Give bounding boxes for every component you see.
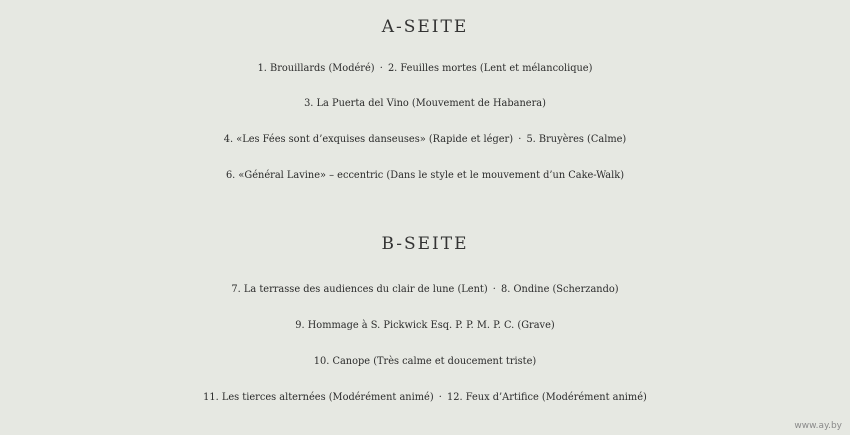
- track-title: 10. Canope (Très calme et doucement triste): [313, 356, 537, 367]
- track-title: 8. Ondine (Scherzando): [501, 284, 619, 295]
- track-title: 11. Les tierces alternées (Modérément animé): [203, 392, 434, 403]
- track-title: 1. Brouillards (Modéré): [257, 63, 375, 74]
- track-line-a2: [0, 98, 850, 109]
- track-line-a4: [0, 170, 850, 181]
- track-line-b1: [0, 284, 850, 295]
- track-line-a3: [0, 134, 850, 145]
- track-title: 2. Feuilles mortes (Lent et mélancolique): [387, 63, 593, 74]
- separator-dot: ·: [518, 134, 522, 145]
- separator-dot: ·: [492, 284, 496, 295]
- track-line-b4: [0, 392, 850, 403]
- side-b-heading: B-SEITE: [381, 234, 469, 254]
- track-title: 4. «Les Fées sont d’exquises danseuses» (Rapide et léger): [223, 134, 514, 145]
- track-line-b3: [0, 356, 850, 367]
- track-title: 7. La terrasse des audiences du clair de lune (Lent): [231, 284, 488, 295]
- separator-dot: ·: [438, 392, 442, 403]
- separator-dot: ·: [379, 63, 383, 74]
- track-title: 9. Hommage à S. Pickwick Esq. P. P. M. P. C. (Grave): [295, 320, 555, 331]
- track-line-b2: [0, 320, 850, 331]
- track-title: 6. «Général Lavine» – eccentric (Dans le style et le mouvement d’un Cake-Walk): [225, 170, 625, 181]
- track-line-a1: [0, 63, 850, 74]
- track-title: 5. Bruyères (Calme): [526, 134, 627, 145]
- track-title: 3. La Puerta del Vino (Mouvement de Habanera): [304, 98, 546, 109]
- watermark-text: www.ay.by: [794, 421, 842, 431]
- track-title: 12. Feux d’Artifice (Modérément animé): [447, 392, 647, 403]
- side-a-heading: A-SEITE: [381, 17, 469, 37]
